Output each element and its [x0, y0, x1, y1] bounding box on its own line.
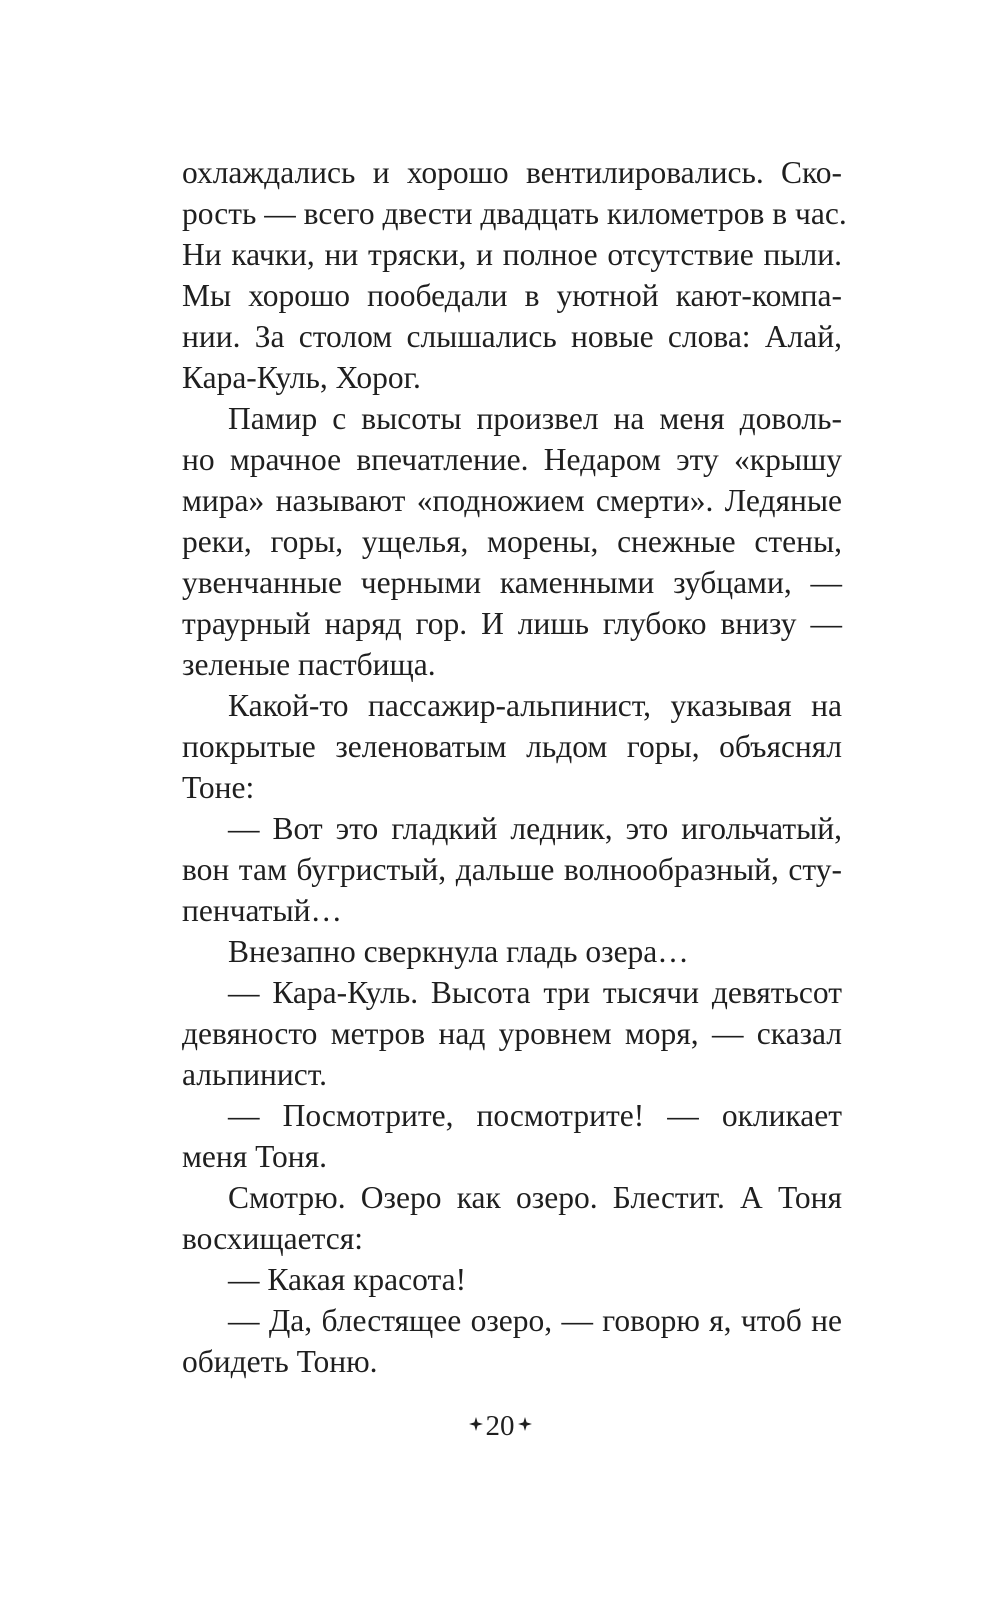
text-line: альпинист. [182, 1057, 328, 1092]
text-line: девяносто метров над уровнем моря, — сказал [182, 1016, 842, 1051]
text-line: нии. За столом слышались новые слова: Алай, [182, 319, 842, 354]
text-line: вон там бугристый, дальше волнообразный, сту- [182, 852, 842, 887]
page-number-footer [0, 1404, 1000, 1446]
text-line: меня Тоня. [182, 1139, 327, 1174]
text-line: восхищается: [182, 1221, 363, 1256]
text-line: реки, горы, ущелья, морены, снежные стены, [182, 524, 842, 559]
text-line: — Кара-Куль. Высота три тысячи девятьсот [228, 975, 842, 1010]
text-line: но мрачное впечатление. Недаром эту «крышу [182, 442, 842, 477]
text-line: зеленые пастбища. [182, 647, 436, 682]
text-line: обидеть Тоню. [182, 1344, 378, 1379]
text-line: покрытые зеленоватым льдом горы, объяснял [182, 729, 842, 764]
text-line: мира» называют «подножием смерти». Ледяные [182, 483, 842, 518]
text-line: пенчатый… [182, 893, 342, 928]
text-line: увенчанные черными каменными зубцами, — [182, 565, 842, 600]
text-line: Кара-Куль, Хорог. [182, 360, 421, 395]
text-line: — Да, блестящее озеро, — говорю я, чтоб не [228, 1303, 842, 1338]
text-line: Внезапно сверкнула гладь озера… [228, 934, 689, 969]
four-point-star-icon [469, 1417, 483, 1431]
text-line: Смотрю. Озеро как озеро. Блестит. А Тоня [228, 1180, 842, 1215]
text-line: рость — всего двести двадцать километров в час. [182, 196, 847, 231]
text-line: Какой-то пассажир-альпинист, указывая на [228, 688, 842, 723]
text-line: Тоне: [182, 770, 255, 805]
text-line: Ни качки, ни тряски, и полное отсутствие пыли. [182, 237, 842, 272]
text-line: Памир с высоты произвел на меня доволь- [228, 401, 842, 436]
text-line: охлаждались и хорошо вентилировались. Ско- [182, 155, 842, 190]
four-point-star-icon [518, 1417, 532, 1431]
text-line: Мы хорошо пообедали в уютной кают-компа- [182, 278, 842, 313]
text-line: — Вот это гладкий ледник, это игольчатый, [228, 811, 842, 846]
body-text [182, 152, 847, 1382]
text-line: — Какая красота! [228, 1262, 467, 1297]
text-line: — Посмотрите, посмотрите! — окликает [228, 1098, 842, 1133]
page-number: 20 [485, 1410, 515, 1443]
text-line: траурный наряд гор. И лишь глубоко внизу — [182, 606, 842, 641]
